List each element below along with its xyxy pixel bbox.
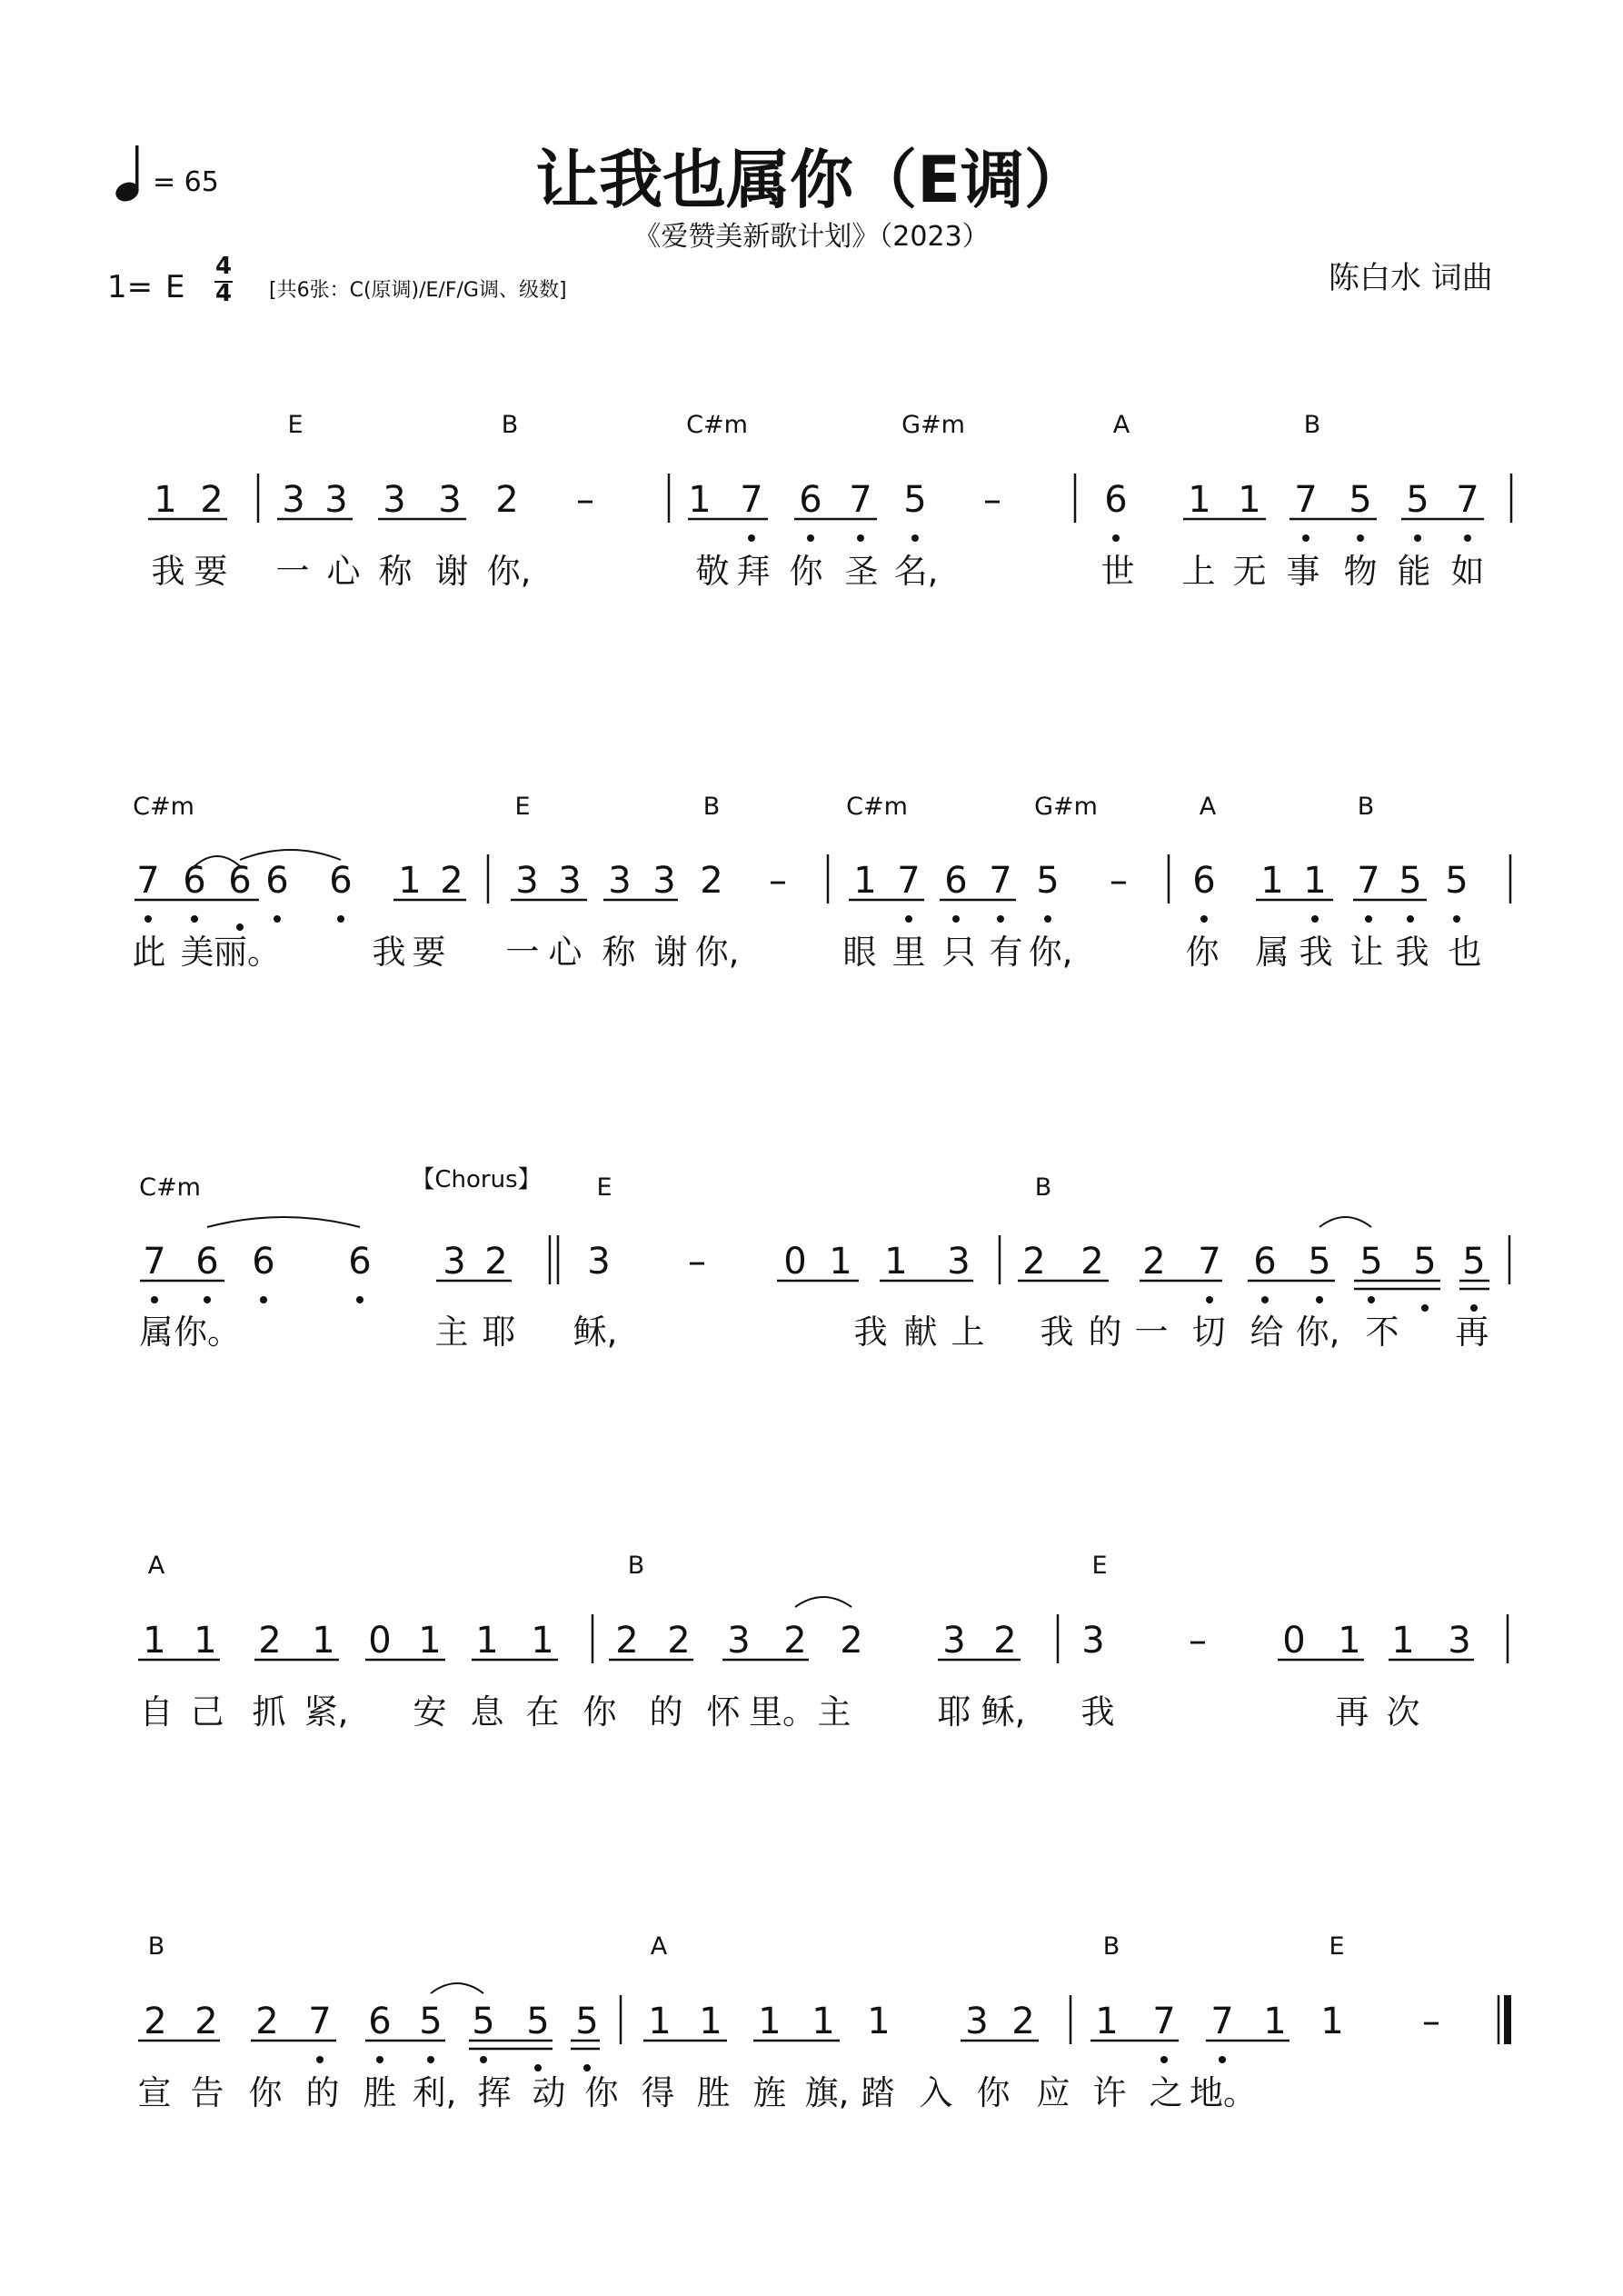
octave-dot-below [1219,2056,1226,2063]
note: 0 [1282,1620,1306,1662]
lyric-char: 上 [1181,552,1216,591]
note: 3 [282,479,305,521]
lyric-char: 上 [951,1313,985,1352]
lyric-char: 次 [1386,1692,1420,1732]
time-signature-top: 4 [214,253,233,280]
lyric-char: 再 [1455,1313,1489,1352]
lyric-char: 踏 [861,2073,895,2112]
note: 1 [1238,479,1261,521]
lyric-char: 有 [989,933,1023,972]
note: 2 [1080,1241,1104,1283]
note: 2 [840,1620,863,1662]
octave-dot-below [1316,1296,1323,1303]
octave-dot-below [1357,534,1364,542]
octave-dot-below [1421,1304,1429,1312]
octave-dot-below [1044,915,1051,923]
octave-dot-below [1464,534,1471,542]
chord-symbol: A [650,1932,668,1961]
note: 6 [368,2001,392,2042]
octave-dot-below [260,1296,267,1303]
note: 1 [531,1620,554,1662]
lyric-char: 旌 [752,2073,787,2112]
tie-arc [1319,1217,1371,1227]
lyric-char: 紧, [304,1692,349,1732]
note: 7 [740,479,763,521]
note: 3 [443,1241,466,1283]
note: 1 [867,2001,891,2042]
note: 6 [329,860,353,902]
note: 2 [495,479,519,521]
note: 7 [143,1241,166,1283]
octave-dot-below [911,534,919,542]
lyric-char: 告 [190,2073,224,2112]
tie-arc [795,1597,851,1607]
octave-dot-below [1470,1304,1478,1312]
lyric-char: 你 [789,552,823,591]
lyric-char: 此 [132,933,166,972]
lyric-char: 称 [602,933,636,972]
lyric-char: 耶 [482,1313,516,1352]
octave-dot-below [1365,915,1372,923]
note: 1 [829,1241,852,1283]
lyric-char: 事 [1286,552,1320,591]
lyric-char: 在 [525,1692,560,1732]
lyric-char: 敬 [695,552,730,591]
note: 1 [312,1620,335,1662]
chord-symbol: G#m [1034,793,1098,821]
lyric-char: 美 [180,933,214,972]
octave-dot-below [857,534,864,542]
note: 5 [1406,479,1429,521]
octave-dot-below [191,915,198,923]
lyric-char: 谢 [434,552,469,591]
note: 7 [897,860,921,902]
note: 6 [348,1241,372,1283]
chord-symbol: B [147,1932,165,1961]
note: 7 [989,860,1012,902]
note: 2 [1142,1241,1166,1283]
note: 3 [965,2001,989,2042]
note: 2 [440,860,463,902]
octave-dot-below [151,1296,158,1303]
note: 6 [183,860,206,902]
note: 2 [993,1620,1017,1662]
note: 1 [699,2001,722,2042]
lyric-char: 也 [1448,933,1482,972]
lyric-char: 动 [532,2073,566,2112]
lyric-char: 地。 [1190,2073,1257,2112]
note: 1 [1095,2001,1119,2042]
chord-symbol: A [147,1552,165,1580]
lyric-char: 自 [139,1692,174,1732]
lyric-char: 只 [941,933,976,972]
chord-symbol: G#m [901,411,965,439]
lyric-char: 你 [976,2073,1011,2112]
chord-symbol: B [1034,1173,1052,1202]
lyric-char: 属 [1255,933,1289,972]
tie-arc [431,1983,483,1993]
chord-symbol: E [1091,1552,1108,1580]
chord-symbol: E [514,793,531,821]
note: 1 [418,1620,442,1662]
note: 2 [484,1241,508,1283]
lyric-char: 胜 [363,2073,397,2112]
note: 6 [1192,860,1216,902]
octave-dot-below [1407,915,1414,923]
octave-dot-below [337,915,344,923]
note: 3 [652,860,676,902]
song-title: 让我也属你（E调） [535,143,1088,217]
lyric-char: 得 [641,2073,675,2112]
note: 1 [1188,479,1211,521]
lyric-char: 再 [1335,1692,1369,1732]
lyric-char: 我 [151,552,185,591]
note: 6 [228,860,252,902]
note: 5 [1462,1241,1486,1283]
lyric-char: 你 [1185,933,1220,972]
lyric-char: 安 [413,1692,447,1732]
note: 7 [1294,479,1318,521]
chord-symbol: B [501,411,519,439]
octave-dot-below [1160,2056,1168,2063]
lyric-char: 我 [1080,1692,1115,1732]
note: 6 [1253,1241,1277,1283]
chord-symbol: C#m [139,1173,201,1202]
lyric-char: 心 [326,552,361,591]
lyric-char: 我 [1040,1313,1074,1352]
lyric-char: 抓 [252,1692,286,1732]
note: 2 [255,2001,279,2042]
chord-symbol: B [1102,1932,1120,1961]
octave-dot-below [204,1296,211,1303]
note: 7 [1152,2001,1176,2042]
note: 1 [1320,2001,1344,2042]
octave-dot-below [583,2064,591,2071]
lyric-char: 的 [649,1692,683,1732]
note: 6 [1104,479,1128,521]
chord-symbol: A [1199,793,1217,821]
note: 5 [472,2001,495,2042]
lyric-char: 如 [1450,552,1485,591]
note: 1 [884,1241,908,1283]
note: 1 [758,2001,782,2042]
note: 1 [1260,860,1284,902]
note: 5 [1413,1241,1437,1283]
octave-dot-below [905,915,912,923]
note: 1 [143,1620,166,1662]
lyric-char: 胜 [696,2073,731,2112]
note: 3 [438,479,462,521]
chord-symbol: E [287,411,304,439]
lyric-char: 我 [372,933,406,972]
note: 1 [1391,1620,1415,1662]
lyric-char: 你 [582,1692,617,1732]
lyric-char: 利, [412,2073,457,2112]
note: 7 [1357,860,1380,902]
lyric-char: 稣, [981,1692,1026,1732]
lyric-char: 里 [891,933,926,972]
lyric-char: 属 [139,1313,174,1352]
key-label: 1= [107,269,154,305]
sustain-dash: – [576,479,594,521]
note: 2 [144,2001,167,2042]
lyric-char: 你, [1028,933,1073,972]
note: 0 [783,1241,807,1283]
note: 6 [944,860,968,902]
lyric-char: 献 [903,1313,938,1352]
lyric-char: 无 [1232,552,1267,591]
note: 6 [799,479,822,521]
note: 3 [1448,1620,1471,1662]
octave-dot-below [144,915,152,923]
lyric-char: 名, [893,552,939,591]
lyric-char: 称 [378,552,413,591]
note: 1 [812,2001,835,2042]
octave-dot-below [997,915,1004,923]
note: 5 [903,479,927,521]
octave-dot-below [356,1296,363,1303]
octave-dot-below [1311,915,1319,923]
octave-dot-below [427,2056,434,2063]
note: 5 [1036,860,1060,902]
lyric-char: 切 [1191,1313,1226,1352]
note: 2 [194,2001,218,2042]
octave-dot-below [316,2056,324,2063]
sustain-dash: – [1189,1620,1207,1662]
lyric-char: 主 [434,1313,469,1352]
octave-dot-below [480,2056,487,2063]
time-signature-bottom: 4 [214,280,233,307]
lyric-char: 世 [1100,552,1135,591]
note: 7 [136,860,160,902]
lyric-char: 一 [275,552,310,591]
lyric-char: 你, [694,933,740,972]
lyric-char: 给 [1250,1313,1284,1352]
lyric-char: 不 [1365,1313,1399,1352]
sustain-dash: – [1110,860,1128,902]
octave-dot-below [236,923,244,931]
note: 5 [419,2001,443,2042]
note: 2 [615,1620,639,1662]
sustain-dash: – [983,479,1001,521]
key-note: [共6张：C(原调)/E/F/G调、级数] [269,279,567,302]
final-barline [1504,1995,1511,2044]
note: 7 [1210,2001,1234,2042]
octave-dot-below [1112,534,1120,542]
note: 7 [1456,479,1479,521]
lyric-char: 稣, [573,1313,618,1352]
note: 5 [575,2001,599,2042]
note: 5 [1399,860,1422,902]
lyric-char: 之 [1149,2073,1183,2112]
octave-dot-below [1200,915,1208,923]
tie-arc [207,1217,360,1227]
note: 1 [1263,2001,1287,2042]
note: 6 [252,1241,275,1283]
note: 1 [648,2001,672,2042]
sustain-dash: – [769,860,787,902]
octave-dot-below [534,2064,542,2071]
lyric-char: 我 [1299,933,1333,972]
note: 3 [324,479,348,521]
lyric-char: 圣 [844,552,879,591]
lyric-char: 你, [1295,1313,1340,1352]
note: 5 [1359,1241,1383,1283]
lyric-char: 要 [412,933,446,972]
lyric-char: 入 [919,2073,953,2112]
song-subtitle: 《爱赞美新歌计划》（2023） [633,221,990,253]
song-author: 陈白水 词曲 [1329,260,1493,296]
note: 6 [265,860,289,902]
lyric-char: 你 [248,2073,283,2112]
lyric-char: 旗, [804,2073,850,2112]
octave-dot-below [1414,534,1421,542]
sustain-dash: – [1422,2001,1440,2042]
lyric-char: 里。 [749,1692,816,1732]
note: 2 [200,479,224,521]
note: 1 [1303,860,1327,902]
lyric-char: 我 [1395,933,1429,972]
chord-symbol: C#m [133,793,194,821]
note: 1 [475,1620,499,1662]
note: 2 [258,1620,282,1662]
lyric-char: 应 [1036,2073,1070,2112]
note: 2 [783,1620,807,1662]
lyric-char: 谢 [653,933,688,972]
tie-arc [240,850,341,860]
lyric-char: 主 [817,1692,851,1732]
lyric-char: 许 [1092,2073,1127,2112]
octave-dot-below [376,2056,383,2063]
note: 6 [195,1241,219,1283]
lyric-char: 心 [548,933,582,972]
octave-dot-below [1302,534,1309,542]
chord-symbol: B [702,793,721,821]
note: 3 [942,1620,966,1662]
note: 1 [853,860,877,902]
octave-dot-below [1261,1296,1269,1303]
octave-dot-below [1206,1296,1213,1303]
note: 3 [727,1620,751,1662]
note: 1 [688,479,712,521]
octave-dot-below [1368,1296,1375,1303]
note: 3 [587,1241,611,1283]
lyric-char: 你。 [174,1313,241,1352]
note: 3 [558,860,582,902]
lyric-char: 能 [1397,552,1431,591]
lyric-char: 怀 [706,1692,741,1732]
chord-symbol: B [1303,411,1321,439]
lyric-char: 一 [1134,1313,1169,1352]
octave-dot-below [1453,915,1460,923]
lyric-char: 的 [305,2073,340,2112]
lyric-char: 要 [194,552,228,591]
note: 3 [947,1241,971,1283]
note: 2 [667,1620,691,1662]
lyric-char: 的 [1088,1313,1122,1352]
lyric-char: 眼 [842,933,877,972]
chord-symbol: C#m [686,411,748,439]
key-letter: E [165,269,185,305]
sustain-dash: – [688,1241,706,1283]
chord-symbol: B [627,1552,645,1580]
chord-symbol: E [596,1173,612,1202]
note: 2 [1011,2001,1035,2042]
chord-symbol: C#m [846,793,908,821]
note: 2 [1022,1241,1046,1283]
octave-dot-below [748,534,755,542]
note: 1 [398,860,422,902]
lyric-char: 物 [1343,552,1378,591]
note: 1 [194,1620,217,1662]
note: 5 [1349,479,1372,521]
note: 7 [308,2001,332,2042]
lyric-char: 息 [470,1692,504,1732]
lyric-char: 己 [190,1692,224,1732]
note: 3 [515,860,539,902]
octave-dot-below [807,534,814,542]
lyric-char: 耶 [937,1692,971,1732]
lyric-char: 你, [486,552,532,591]
chord-symbol: B [1357,793,1375,821]
lyric-char: 拜 [736,552,771,591]
lyric-char: 丽。 [214,933,281,972]
note: 1 [1338,1620,1361,1662]
lyric-char: 一 [505,933,540,972]
lyric-char: 你 [584,2073,619,2112]
note: 3 [383,479,406,521]
lyric-char: 让 [1349,933,1384,972]
note: 1 [154,479,177,521]
note: 3 [1081,1620,1105,1662]
chord-symbol: E [1329,1932,1345,1961]
octave-dot-below [952,915,960,923]
note: 5 [526,2001,550,2042]
lyric-char: 宣 [137,2073,172,2112]
octave-dot-below [274,915,281,923]
note: 7 [849,479,872,521]
note: 3 [608,860,632,902]
section-label: 【Chorus】 [411,1166,542,1193]
lyric-char: 我 [853,1313,888,1352]
tempo-value: = 65 [153,166,219,198]
note: 0 [368,1620,392,1662]
lyric-char: 挥 [477,2073,512,2112]
note: 5 [1308,1241,1331,1283]
chord-symbol: A [1112,411,1130,439]
note: 2 [700,860,723,902]
note: 7 [1198,1241,1221,1283]
note: 5 [1445,860,1469,902]
